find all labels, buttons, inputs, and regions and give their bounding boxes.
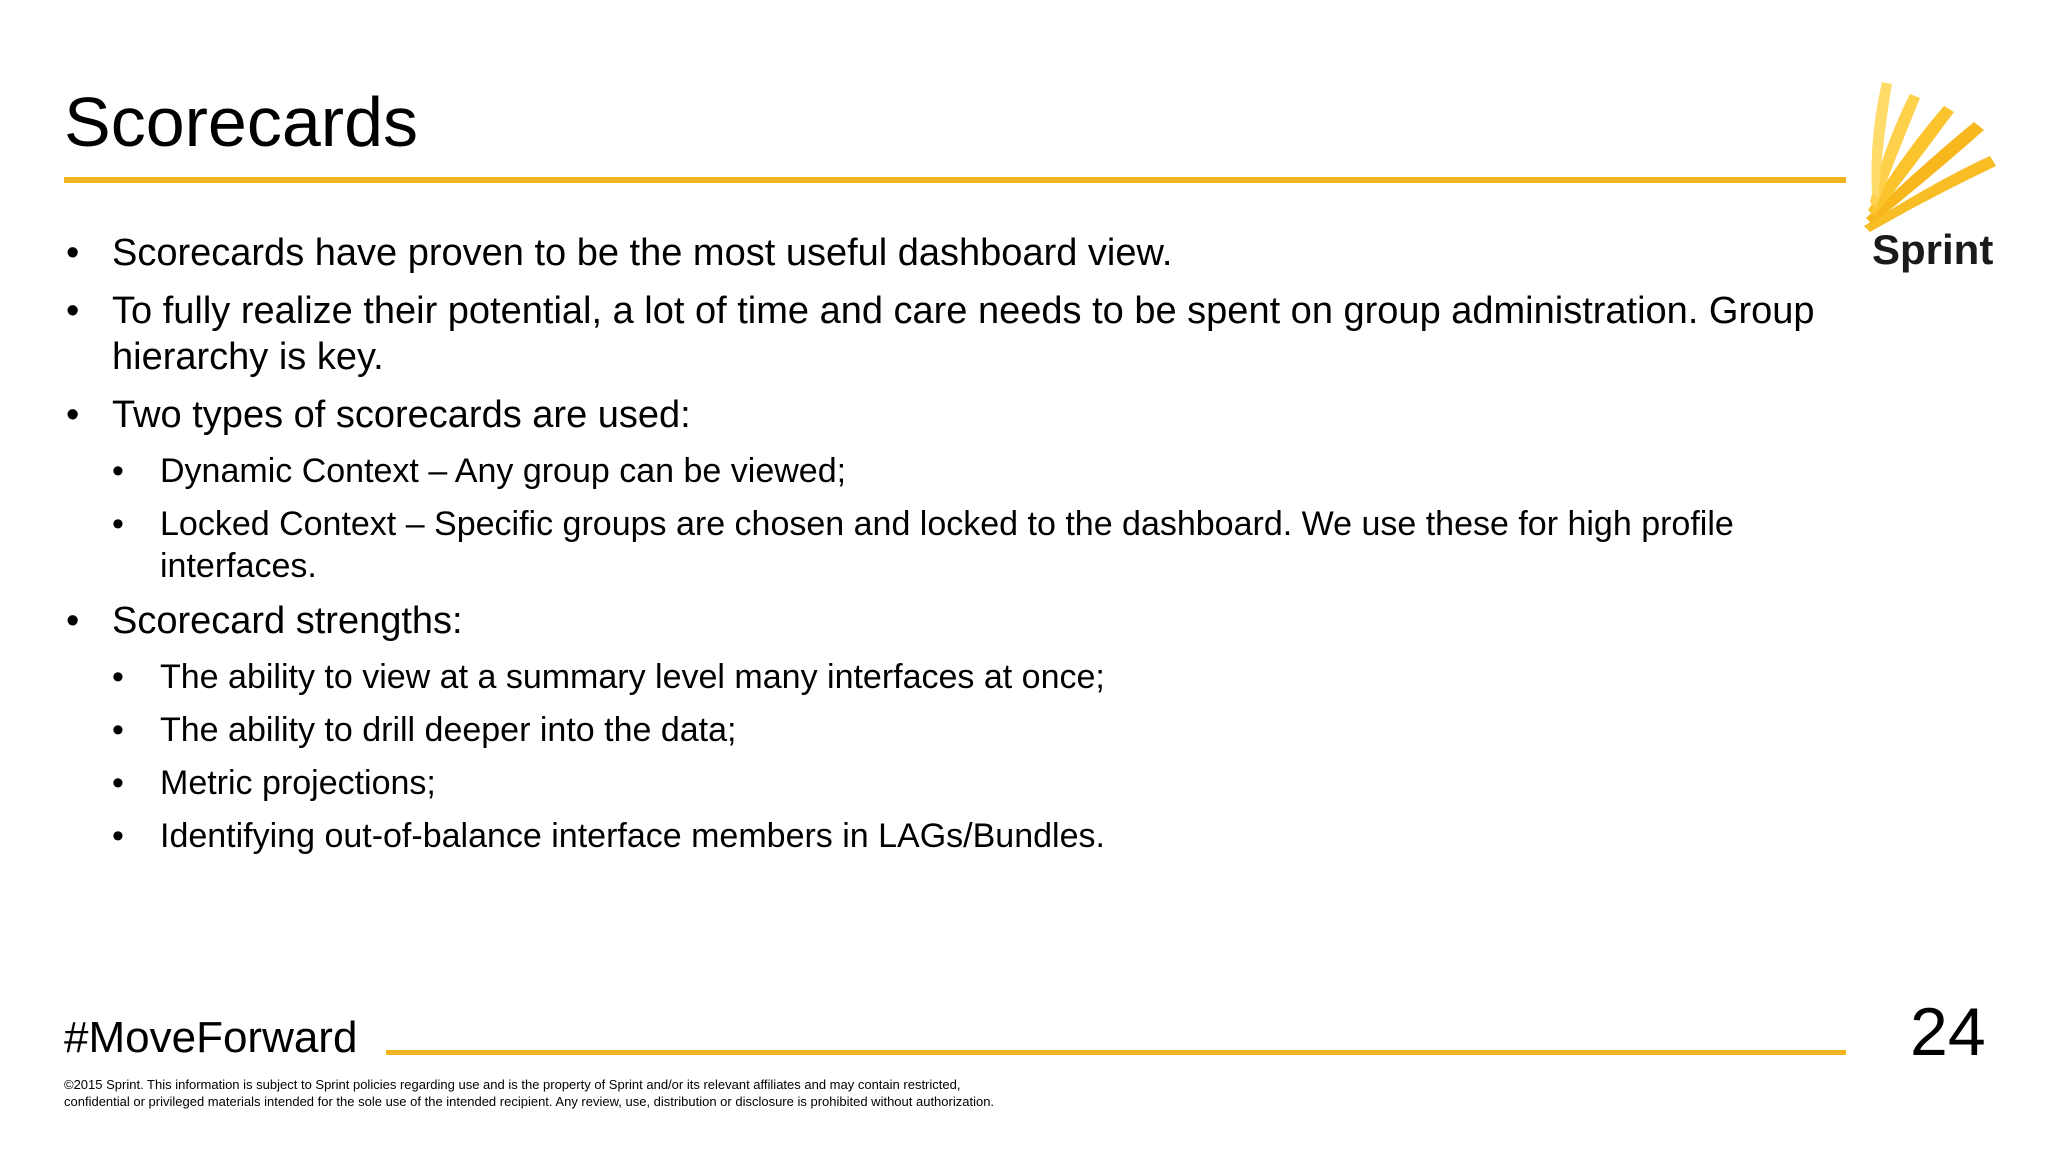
bullet-glyph: • — [112, 505, 124, 543]
sub-bullet-item — [64, 503, 1824, 587]
sub-bullet-item — [64, 450, 1824, 492]
bullet-text: Dynamic Context – Any group can be viewed; — [160, 452, 847, 490]
legal-disclaimer — [64, 1076, 1264, 1110]
bullet-item — [64, 230, 1824, 276]
bullet-item — [64, 598, 1824, 644]
bullet-glyph: • — [66, 600, 80, 642]
bullet-text: The ability to view at a summary level many interfaces at once; — [160, 658, 1105, 696]
bullet-text: Two types of scorecards are used: — [112, 394, 691, 436]
page-number: 24 — [1910, 994, 1986, 1070]
bullet-item — [64, 392, 1824, 438]
bullet-glyph: • — [112, 711, 124, 749]
sub-bullet-item — [64, 709, 1824, 751]
bullet-text: To fully realize their potential, a lot of time and care needs to be spent on group administration. Group hierarchy is key. — [112, 290, 1815, 378]
bullet-text: Identifying out-of-balance interface members in LAGs/Bundles. — [160, 817, 1105, 855]
footer-rule — [386, 1050, 1846, 1055]
bullet-item — [64, 288, 1824, 380]
bullet-glyph: • — [112, 658, 124, 696]
bullet-glyph: • — [66, 394, 80, 436]
legal-line: ©2015 Sprint. This information is subject to Sprint policies regarding use and is the property of Sprint and/or its relevant affiliates and may contain restricted, — [64, 1077, 961, 1092]
bullet-text: Scorecard strengths: — [112, 600, 463, 642]
title-underline — [64, 177, 1846, 183]
bullet-text: The ability to drill deeper into the data; — [160, 711, 737, 749]
sub-bullet-item — [64, 656, 1824, 698]
bullet-list — [64, 230, 1824, 868]
bullet-glyph: • — [66, 232, 80, 274]
bullet-glyph: • — [112, 452, 124, 490]
bullet-text: Metric projections; — [160, 764, 436, 802]
bullet-glyph: • — [66, 290, 80, 332]
sprint-wordmark: Sprint — [1872, 226, 1994, 273]
bullet-text: Locked Context – Specific groups are chosen and locked to the dashboard. We use these for high profile interfaces. — [160, 505, 1734, 585]
footer-hashtag: #MoveForward — [64, 1013, 358, 1062]
bullet-glyph: • — [112, 764, 124, 802]
slide-title: Scorecards — [64, 83, 419, 161]
sub-bullet-item — [64, 815, 1824, 857]
bullet-text: Scorecards have proven to be the most useful dashboard view. — [112, 232, 1173, 274]
sub-bullet-item — [64, 762, 1824, 804]
legal-line: confidential or privileged materials intended for the sole use of the intended recipient. Any review, use, distribution or disclosure is prohibited without authorization. — [64, 1094, 995, 1109]
bullet-glyph: • — [112, 817, 124, 855]
